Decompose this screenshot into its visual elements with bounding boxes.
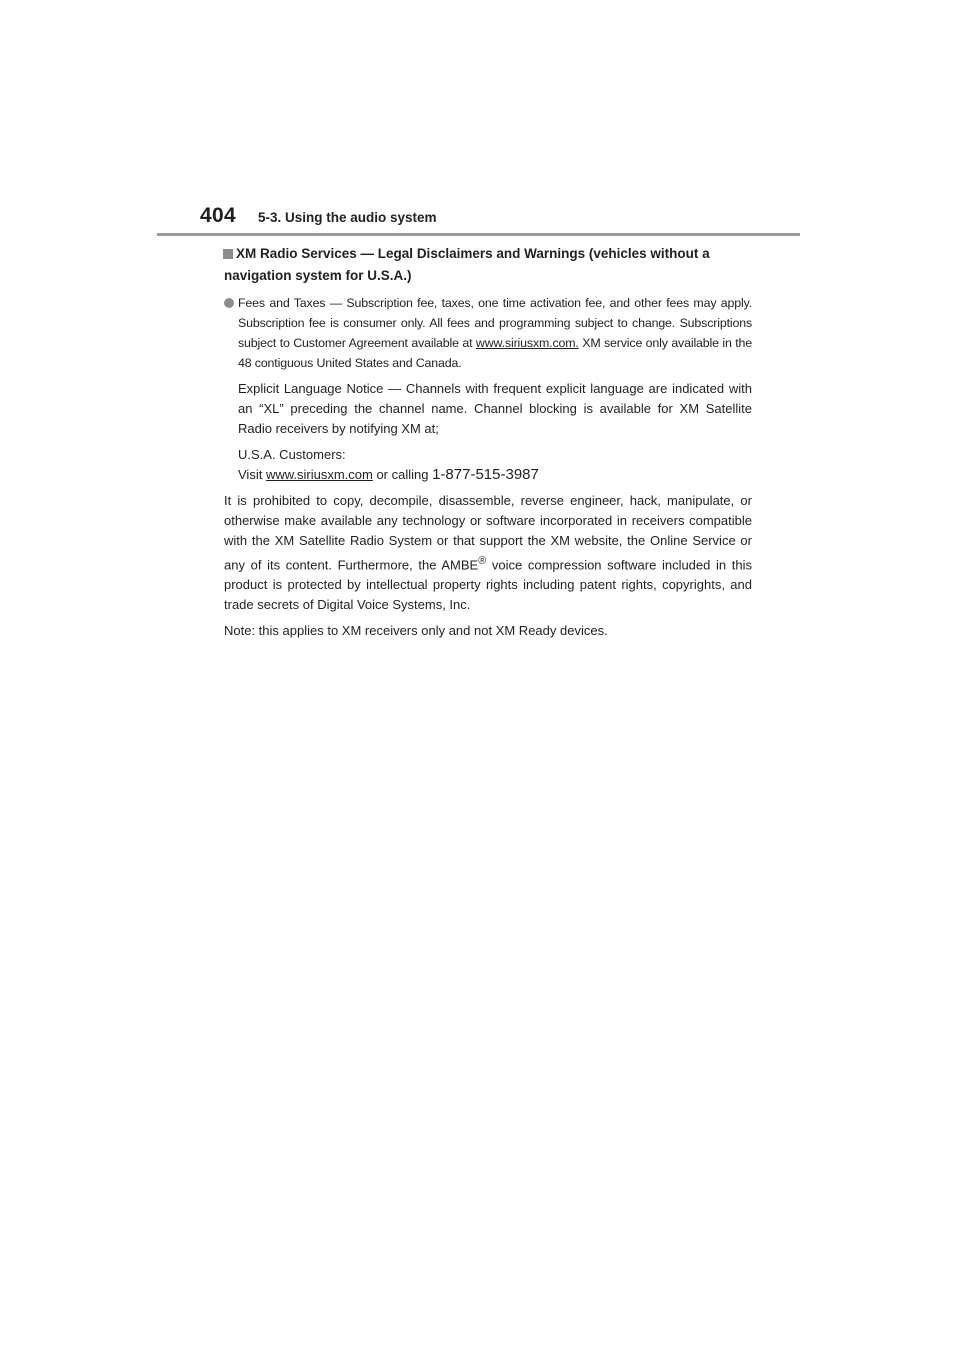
- siriusxm-link-2[interactable]: www.siriusxm.com: [265, 467, 373, 482]
- note-paragraph: Note: this applies to XM receivers only and not XM Ready devices.: [224, 623, 608, 639]
- siriusxm-link-1[interactable]: www.siriusxm.com.: [475, 336, 579, 350]
- fees-text-b: XM service only available in the 48 contiguous United States and Canada.: [238, 336, 752, 370]
- registered-mark: ®: [478, 555, 487, 567]
- customers-label: U.S.A. Customers:: [238, 447, 346, 462]
- header-divider: [157, 233, 800, 236]
- section-title: 5-3. Using the audio system: [258, 210, 437, 225]
- visit-prefix: Visit: [238, 467, 266, 482]
- page-content: [224, 243, 752, 647]
- prohibited-text-b: voice compression software included in this product is protected by intellectual property rights including patent rights, copyrights, and trade secrets of Digital Voice Systems, Inc.: [224, 557, 753, 613]
- prohibited-paragraph: [224, 491, 752, 615]
- section-heading: [224, 243, 752, 287]
- fees-bullet-item: [224, 293, 752, 485]
- phone-number: 1-877-515-3987: [432, 466, 539, 483]
- prohibited-text-a: It is prohibited to copy, decompile, disassemble, reverse engineer, hack, manipulate, or otherwise make available any technology or software incorporated in receivers compatible with the XM Satellite Radio System or that support the XM website, the Online Service or any of its content. Furthermore, the AMBE: [224, 493, 752, 573]
- round-bullet-icon: [224, 298, 234, 308]
- section-heading-text: XM Radio Services — Legal Disclaimers and Warnings (vehicles without a navigation system for U.S.A.): [224, 246, 710, 283]
- explicit-language-paragraph: Explicit Language Notice — Channels with frequent explicit language are indicated with an “XL” preceding the channel name. Channel blocking is available for XM Satellite Radio receivers by notifying XM at;: [238, 381, 752, 436]
- customers-paragraph: [238, 445, 752, 485]
- fees-text-a: Fees and Taxes — Subscription fee, taxes, one time activation fee, and other fees may apply. Subscription fee is consumer only. All fees and programming subject to change. Subscriptions subject to Customer Agreement available at: [238, 296, 752, 350]
- page-number: 404: [200, 204, 236, 227]
- page-header: [200, 204, 800, 236]
- visit-middle: or calling: [372, 467, 433, 482]
- square-bullet-icon: [223, 249, 233, 259]
- fees-paragraph: [238, 293, 752, 373]
